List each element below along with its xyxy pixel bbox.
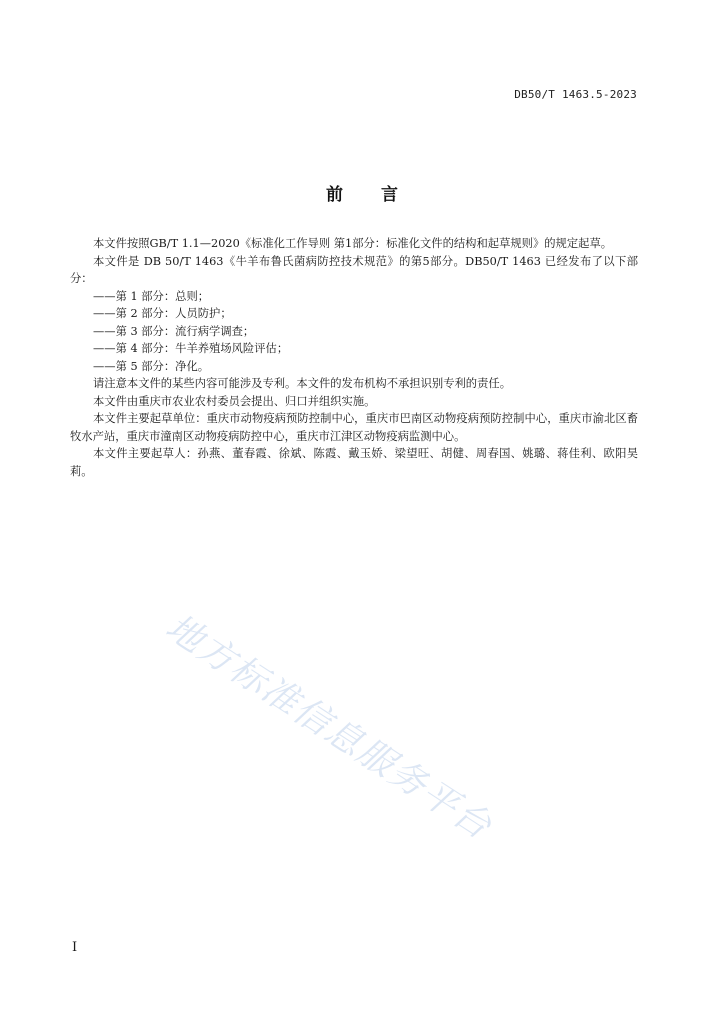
watermark: 地方标准信息服务平台 <box>158 606 500 849</box>
list-item: ——第 5 部分：净化。 <box>93 359 210 373</box>
list-item: ——第 4 部分：牛羊养殖场风险评估； <box>93 342 289 355</box>
paragraph-drafters: 本文件主要起草人：孙燕、董春霞、徐斌、陈霞、戴玉娇、梁望旺、胡健、周春国、姚璐、蒋佳利、欧阳昊莉。 <box>70 447 638 478</box>
paragraph-patent-notice: 请注意本文件的某些内容可能涉及专利。本文件的发布机构不承担识别专利的责任。 <box>93 377 511 390</box>
list-item: ——第 2 部分：人员防护； <box>93 307 232 320</box>
paragraph-drafting-units: 本文件主要起草单位：重庆市动物疫病预防控制中心，重庆市巴南区动物疫病预防控制中心，重庆市渝北区畜牧水产站，重庆市潼南区动物疫病防控中心，重庆市江津区动物疫病监测中心。 <box>70 412 638 443</box>
page-title: 前言 <box>326 185 436 205</box>
paragraph-drafting-rules: 本文件按照GB/T 1.1—2020《标准化工作导则 第1部分：标准化文件的结构和起草规则》的规定起草。 <box>93 237 613 250</box>
page-number: I <box>72 940 78 955</box>
document-body <box>70 235 638 480</box>
list-item: ——第 1 部分：总则； <box>93 289 210 303</box>
paragraph-series-info: 本文件是 DB 50/T 1463《牛羊布鲁氏菌病防控技术规范》的第5部分。DB50/T 1463 已经发布了以下部分： <box>70 254 638 285</box>
document-id: DB50/T 1463.5-2023 <box>514 88 637 101</box>
paragraph-proposer: 本文件由重庆市农业农村委员会提出、归口并组织实施。 <box>93 394 376 408</box>
list-item: ——第 3 部分：流行病学调查； <box>93 324 255 338</box>
